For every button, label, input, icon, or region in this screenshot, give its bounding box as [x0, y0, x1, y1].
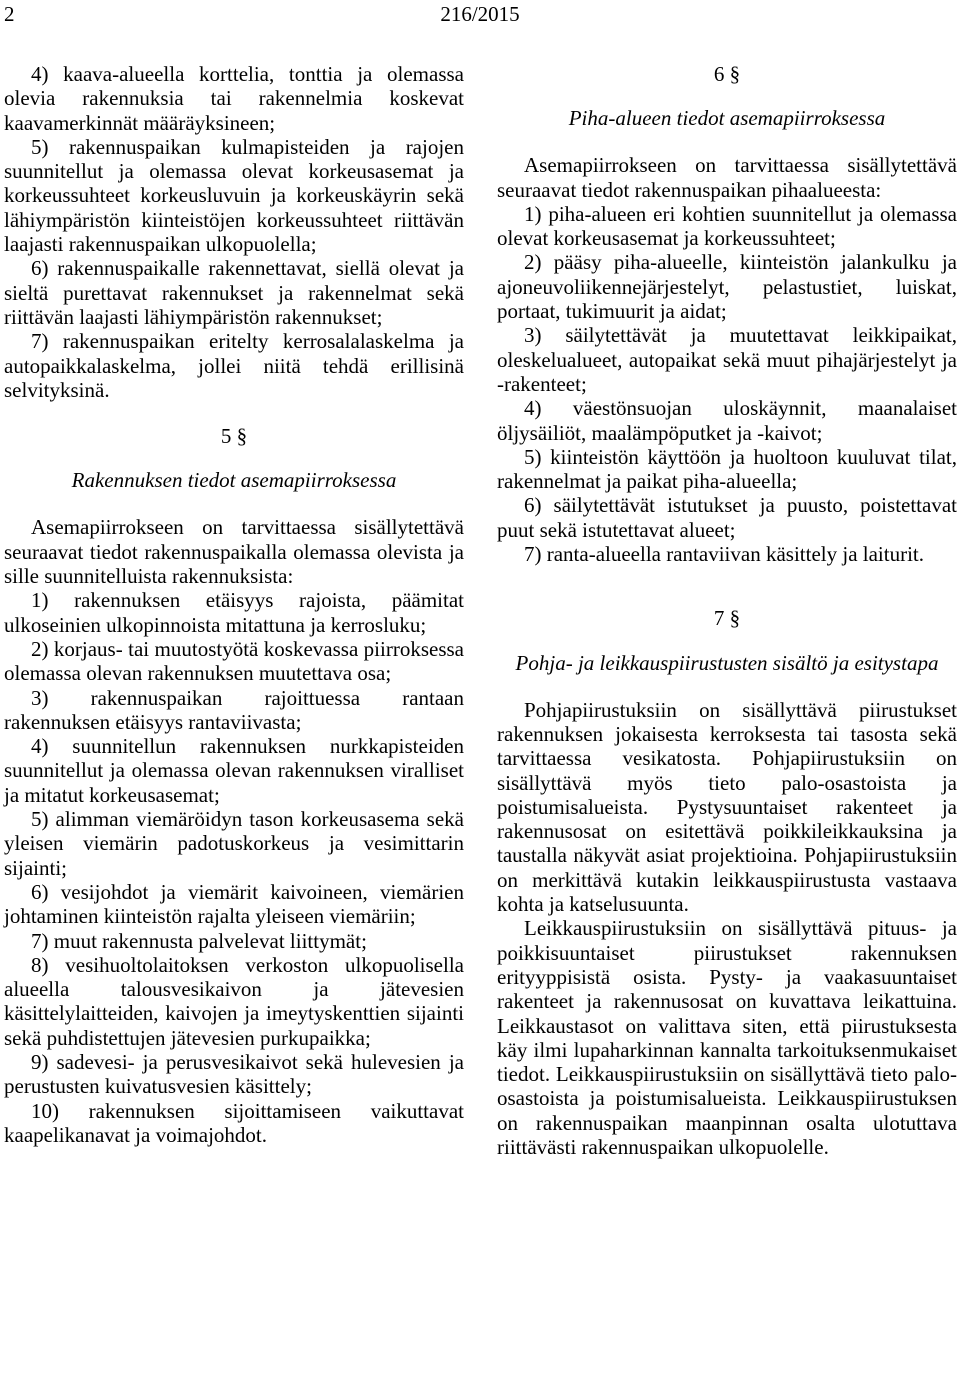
section-6-intro: Asemapiirrokseen on tarvittaessa sisällytettävä seuraavat tiedot rakennuspaikan pihaalueesta:: [497, 153, 957, 202]
list-item: 3) rakennuspaikan rajoittuessa rantaan rakennuksen etäisyys rantaviivasta;: [4, 685, 464, 734]
list-item: 4) suunnitellun rakennuksen nurkkapisteiden suunnitellut ja olemassa olevan rakennuksen viralliset ja mitatut korkeusasemat;: [4, 734, 464, 807]
list-item: 3) säilytettävät ja muutettavat leikkipaikat, oleskelualueet, autopaikat sekä muut pihajärjestelyt ja -rakenteet;: [497, 323, 957, 396]
list-item: 6) vesijohdot ja viemärit kaivoineen, viemärien johtaminen kiinteistön rajalta yleiseen viemäriin;: [4, 879, 464, 929]
list-item: 7) rakennuspaikan eritelty kerrosalalaskelma ja autopaikkalaskelma, jollei niitä tehdä erillisinä selvityksinä.: [4, 329, 464, 402]
list-item: 2) korjaus- tai muutostyötä koskevassa piirroksessa olemassa olevan rakennuksen muutettava osa;: [4, 636, 464, 686]
list-item: 4) väestönsuojan uloskäynnit, maanalaiset öljysäiliöt, maalämpöputket ja -kaivot;: [497, 396, 957, 445]
document-id: 216/2015: [440, 2, 520, 26]
section-5-title: Rakennuksen tiedot asemapiirroksessa: [71, 468, 397, 493]
page-number: 2: [4, 2, 15, 26]
section-6-number: 6 §: [713, 62, 741, 86]
section-7-number: 7 §: [713, 606, 741, 631]
section-7-title: Pohja- ja leikkauspiirustusten sisältö ja esitystapa: [515, 650, 939, 675]
list-item: 5) rakennuspaikan kulmapisteiden ja rajojen suunnitellut ja olemassa olevat korkeusasemat ja korkeussuhteet korkeusluvuin ja korkeuskäyrin sekä lähiympäristön kiinteistöjen korkeussuhteet riittävän laajasti rakennuspaikan ulkopuolella;: [4, 134, 464, 257]
list-item: 9) sadevesi- ja perusvesikaivot sekä hulevesien ja perustusten kuivatusvesien käsittely;: [4, 1049, 464, 1099]
list-item: 10) rakennuksen sijoittamiseen vaikuttavat kaapelikanavat ja voimajohdot.: [4, 1098, 464, 1147]
list-item: 2) pääsy piha-alueelle, kiinteistön jalankulku ja ajoneuvoliikennejärjestelyt, pelastustiet, luiskat, portaat, tukimuurit ja aidat;: [497, 250, 957, 324]
section-6-title: Piha-alueen tiedot asemapiirroksessa: [568, 106, 886, 131]
list-item: 6) säilytettävät istutukset ja puusto, poistettavat puut sekä istutettavat alueet;: [497, 493, 957, 542]
section-5-intro: Asemapiirrokseen on tarvittaessa sisällytettävä seuraavat tiedot rakennuspaikalla olemassa olevista ja sille suunnitelluista rakennuksista:: [4, 515, 464, 589]
left-column: [4, 62, 464, 1147]
list-item: 1) piha-alueen eri kohtien suunnitellut ja olemassa olevat korkeusasemat ja korkeussuhteet;: [497, 201, 957, 251]
list-item: 7) muut rakennusta palvelevat liittymät;: [31, 928, 367, 953]
list-item: 6) rakennuspaikalle rakennettavat, siellä olevat ja sieltä purettavat rakennukset ja rakennelmat sekä riittävän laajasti lähiympäristön rakennukset;: [4, 256, 464, 329]
list-item: 5) kiinteistön käyttöön ja huoltoon kuuluvat tilat, rakennelmat ja paikat piha-alueella;: [497, 444, 957, 494]
section-7-paragraph: Leikkauspiirustuksiin on sisällyttävä pituus- ja poikkisuuntaiset piirustukset rakennuksen erityyppisistä osista. Pysty- ja vaakasuuntaiset rakenteet ja rakennusosat on kuvattava leikattuina. Leikkaustasot on valittava siten, että piirustuksesta käy ilmi lupaharkinnan kannalta tarkoituksenmukaiset tiedot. Leikkauspiirustuksiin on sisällyttävä tieto palo-osastoista ja poistumisalueista. Leikkauspiirustuksen on rakennuspaikan maanpinnan osalta ulotuttava riittävästi rakennuspaikan ulkopuolelle.: [497, 916, 957, 1159]
list-item: 8) vesihuoltolaitoksen verkoston ulkopuolisella alueella talousvesikaivon ja jätevesien käsittelylaitteiden, kaivojen ja imeytyskenttien sijainti sekä puhdistettujen jätevesien purkupaikka;: [4, 952, 464, 1050]
section-7-paragraph: Pohjapiirustuksiin on sisällyttävä piirustukset rakennuksen jokaisesta kerroksesta tai tasosta sekä tarvittaessa vesikatosta. Pohjapiirustuksiin on sisällyttävä myös tieto palo-osastoista ja poistumisalueista. Pystysuuntaiset rakenteet ja rakennusosat on esitettävä poikkileikkauksina ja taustalla näkyvät asiat projektioina. Pohjapiirustuksiin on merkittävä kutakin leikkauspiirustusta vastaava kohta ja katselusuunta.: [497, 697, 957, 917]
list-item: 7) ranta-alueella rantaviivan käsittely ja laiturit.: [524, 542, 924, 567]
list-item: 4) kaava-alueella korttelia, tonttia ja olemassa olevia rakennuksia tai rakennelmia koskevat kaavamerkinnät määräyksineen;: [4, 62, 464, 135]
list-item: 1) rakennuksen etäisyys rajoista, päämitat ulkoseinien ulkopinnoista mitattuna ja kerrosluku;: [4, 588, 464, 637]
list-item: 5) alimman viemäröidyn tason korkeusasema sekä yleisen viemärin padotuskorkeus ja vesimittarin sijainti;: [4, 807, 464, 880]
section-5-number: 5 §: [220, 424, 248, 449]
page-header: [0, 0, 960, 36]
right-column: [497, 62, 957, 1159]
